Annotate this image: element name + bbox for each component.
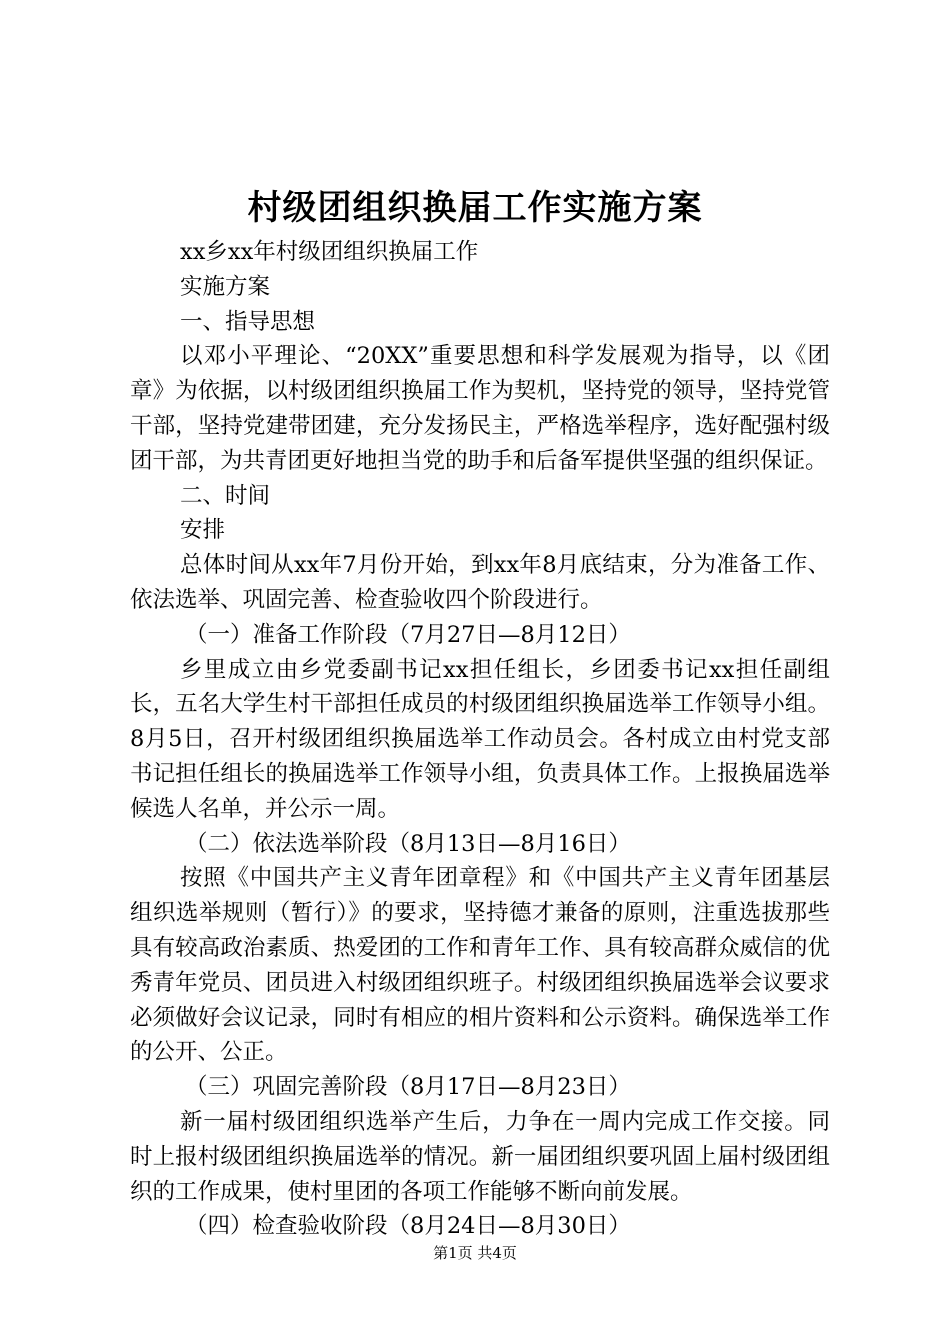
subtitle-line-1: xx乡xx年村级团组织换届工作 — [180, 239, 479, 265]
page-footer: 第1页 共4页 — [433, 1244, 517, 1262]
phase-heading-inspection: （四）检查验收阶段（8月24日—8月30日） — [185, 1213, 631, 1240]
phase-heading-preparation: （一）准备工作阶段（7月27日—8月12日） — [185, 621, 631, 648]
paragraph-guiding-ideology: 以邓小平理论、“20XX”重要思想和科学发展观为指导，以《团章》为依据，以村级团组织换届工作为契机，坚持党的领导，坚持党管干部，坚持党建带团建，充分发扬民主，严格选举程序，选好配强村级团干部，为共青团更好地担当党的助手和后备军提供坚强的组织保证。 — [130, 343, 830, 474]
paragraph-overall-time: 总体时间从xx年7月份开始，到xx年8月底结束，分为准备工作、依法选举、巩固完善、检查验收四个阶段进行。 — [130, 552, 830, 613]
paragraph-preparation: 乡里成立由乡党委副书记xx担任组长，乡团委书记xx担任副组长，五名大学生村干部担任成员的村级团组织换届选举工作领导小组。8月5日，召开村级团组织换届选举工作动员会。各村成立由村党支部书记担任组长的换届选举工作领导小组，负责具体工作。上报换届选举候选人名单，并公示一周。 — [130, 656, 830, 822]
section-heading-time: 二、时间 — [180, 482, 271, 509]
document-title: 村级团组织换届工作实施方案 — [247, 188, 703, 228]
paragraph-consolidation: 新一届村级团组织选举产生后，力争在一周内完成工作交接。同时上报村级团组织换届选举的情况。新一届团组织要巩固上届村级团组织的工作成果，使村里团的各项工作能够不断向前发展。 — [130, 1108, 830, 1205]
document-body — [130, 235, 830, 1244]
phase-heading-consolidation: （三）巩固完善阶段（8月17日—8月23日） — [185, 1074, 631, 1101]
phase-heading-election: （二）依法选举阶段（8月13日—8月16日） — [185, 830, 631, 857]
subtitle-line-2: 实施方案 — [180, 273, 271, 300]
section-subheading-arrangement: 安排 — [180, 517, 226, 544]
section-heading-guiding-ideology: 一、指导思想 — [180, 308, 316, 335]
paragraph-election: 按照《中国共产主义青年团章程》和《中国共产主义青年团基层组织选举规则（暂行）》的要求，坚持德才兼备的原则，注重选拔那些具有较高政治素质、热爱团的工作和青年工作、具有较高群众威信的优秀青年党员、团员进入村级团组织班子。村级团组织换届选举会议要求必须做好会议记录，同时有相应的相片资料和公示资料。确保选举工作的公开、公正。 — [130, 865, 830, 1066]
